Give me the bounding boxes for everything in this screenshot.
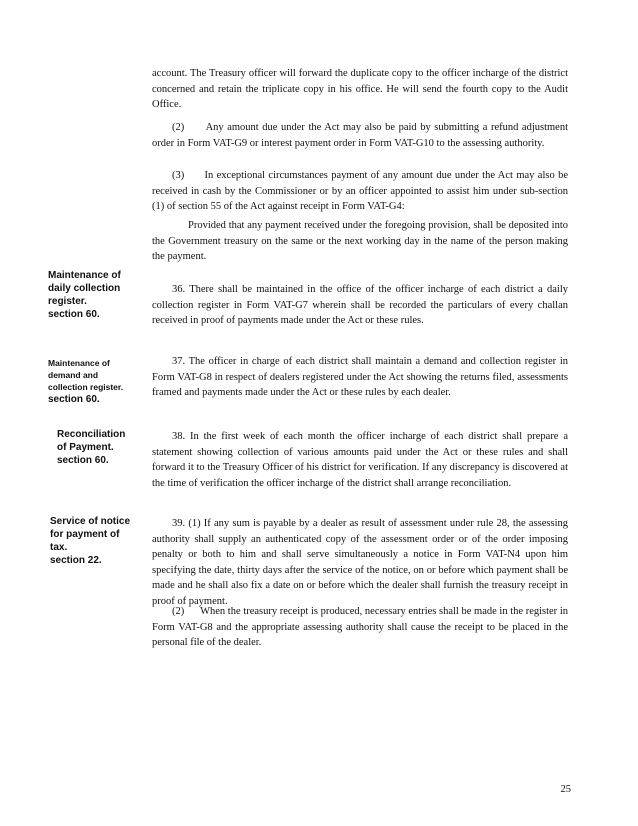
paragraph-text: 36. There shall be maintained in the office of the officer incharge of each district a daily collection register in Form VAT-G7 wherein shall be recorded the particulars of every challan received in proof of payments made under the Act or these rules. — [152, 284, 568, 327]
paragraph-text: Provided that any payment received under the foregoing provision, shall be deposited into the Government treasury on the same or the next working day in the name of the person making the payment. — [152, 220, 568, 263]
paragraph-text: (3) In exceptional circumstances payment of any amount due under the Act may also be received in cash by the Commissioner or by an officer appointed to assist him under sub-section (1) of section 55 of the Act against receipt in Form VAT-G4: — [152, 170, 568, 213]
paragraph-rule-39-2 — [152, 604, 568, 651]
margin-note-section: section 60. — [48, 309, 100, 320]
paragraph-text: (2) Any amount due under the Act may also be paid by submitting a refund adjustment order in Form VAT-G9 or interest payment order in Form VAT-G10 to the assessing authority. — [152, 122, 568, 149]
margin-note-section: section 22. — [50, 555, 102, 566]
paragraph-rule-38 — [152, 429, 568, 491]
paragraph-text: (2) When the treasury receipt is produced, necessary entries shall be made in the register in Form VAT-G8 and the appropriate assessing authority shall cause the receipt to be placed in the personal file of the dealer. — [152, 606, 568, 649]
paragraph-rule-37 — [152, 354, 568, 401]
paragraph-text: 37. The officer in charge of each district shall maintain a demand and collection register in Form VAT-G8 in respect of dealers registered under the Act showing the returns filed, assessments framed and payments made under the Act or these rules by each dealer. — [152, 356, 568, 399]
paragraph-rule-36 — [152, 282, 568, 329]
margin-note-demand-collection — [48, 357, 138, 406]
margin-note-section: section 60. — [48, 394, 100, 405]
paragraph-account-forwarding — [152, 66, 568, 113]
page-number: 25 — [560, 784, 571, 795]
paragraph-text: account. The Treasury officer will forward the duplicate copy to the officer incharge of the district concerned and retain the triplicate copy in his office. He will send the fourth copy to the Audit Office. — [152, 68, 568, 111]
paragraph-text: 38. In the first week of each month the officer incharge of each district shall prepare a statement showing collection of various amounts paid under the Act or these rules and shall forward it to the Treasury Officer of his district for verification. If any discrepancy is discovered at the time of verification the officer incharge of the district shall arrange reconciliation. — [152, 431, 568, 489]
paragraph-rule-39-1 — [152, 516, 568, 610]
paragraph-refund-adjustment — [152, 120, 568, 151]
margin-note-title: Service of notice for payment of tax. — [50, 516, 131, 553]
paragraph-text: 39. (1) If any sum is payable by a dealer as result of assessment under rule 28, the assessing authority shall supply an authenticated copy of the assessment order or of the order imposing penalty or both to him and shall serve simultaneously a notice in Form VAT-N4 upon him specifying the date, thirty days after the service of the notice, on or before which payment shall be made and he shall also fix a date on or before which the dealer shall furnish the treasury receipt in proof of payment. — [152, 518, 568, 607]
margin-note-title: Maintenance of demand and collection register. — [48, 358, 124, 392]
margin-note-daily-collection — [48, 269, 138, 321]
paragraph-cash-payment — [152, 168, 568, 215]
margin-note-service-of-notice — [50, 515, 138, 567]
margin-note-title: Reconciliation of Payment. — [57, 429, 126, 453]
margin-note-reconciliation — [57, 428, 137, 467]
margin-note-title: Maintenance of daily collection register. — [48, 270, 121, 307]
paragraph-proviso — [152, 218, 568, 265]
margin-note-section: section 60. — [57, 455, 109, 466]
